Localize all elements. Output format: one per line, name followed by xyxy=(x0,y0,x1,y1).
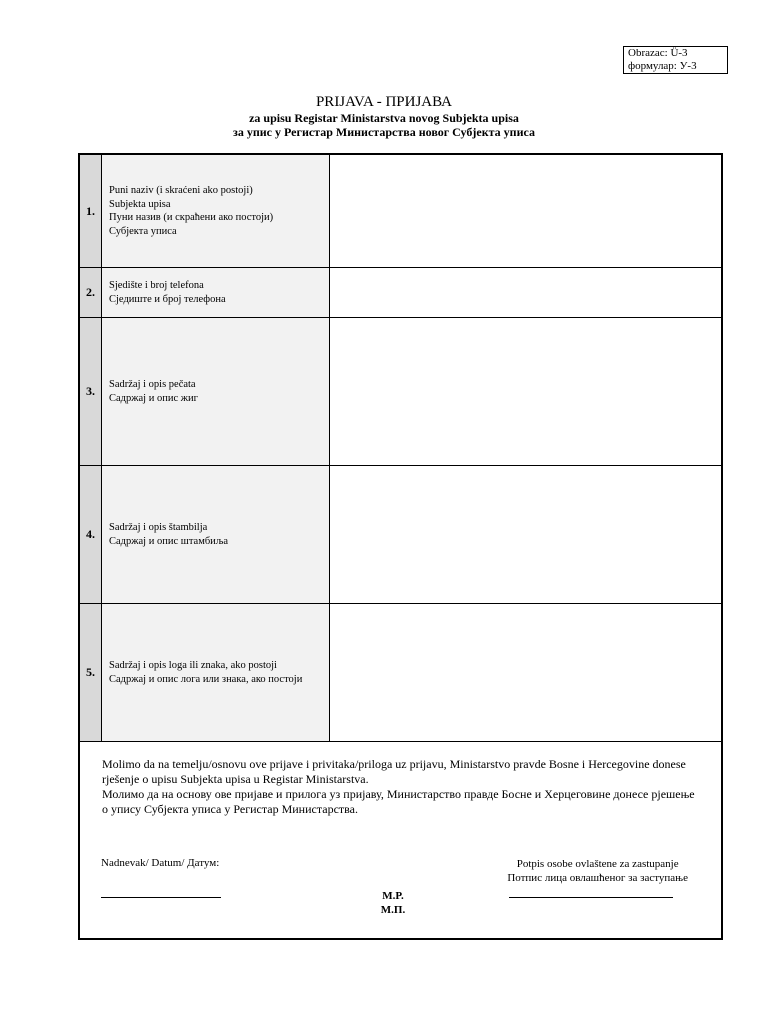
subtitle-latin: za upisu Registar Ministarstva novog Subjekta upisa xyxy=(249,111,519,125)
form-row-seal xyxy=(80,318,721,466)
label-line: Subjekta upisa xyxy=(109,198,171,210)
title-block xyxy=(0,94,768,139)
row-number: 1. xyxy=(80,155,102,267)
label-line: Sadržaj i opis štambilja xyxy=(109,522,208,533)
signer-label-cyrillic: Потпис лица овлашћеног за заступање xyxy=(507,872,688,884)
request-text-latin: Molimo da na temelju/osnovu ove prijave i privitaka/priloga uz prijavu, Ministarstvo pravde Bosne i Hercegovine donese rješenje o upisu Subjekta upisa u Registar Ministarstva. xyxy=(102,757,686,786)
row-label xyxy=(102,268,330,317)
subtitle-cyrillic: за упис у Регистар Министарства новог Субјекта уписа xyxy=(233,125,535,139)
row-number: 5. xyxy=(80,604,102,741)
signer-label-latin: Potpis osobe ovlaštene za zastupanje xyxy=(516,858,679,870)
label-line: Сједиште и број телефона xyxy=(109,293,226,305)
row-label xyxy=(102,604,330,741)
request-text xyxy=(102,757,702,817)
row-label xyxy=(102,466,330,603)
label-line: Садржај и опис штамбиља xyxy=(109,535,229,547)
label-line: Sjedište i broj telefona xyxy=(109,280,204,291)
form-row-stamp xyxy=(80,466,721,604)
row-label xyxy=(102,155,330,267)
label-line: Puni naziv (i skraćeni ako postoji) xyxy=(109,185,253,196)
form-code-box xyxy=(623,46,728,74)
label-line: Пуни назив (и скраћени ако постоји) xyxy=(109,212,274,223)
row-number: 3. xyxy=(80,318,102,465)
form-row-full-name xyxy=(80,155,721,268)
row-label xyxy=(102,318,330,465)
request-text-cyrillic: Молимо да на основу ове пријаве и прилога уз пријаву, Министарство правде Босне и Херцеговине донесе рјешење о упису Субјекта уписа у Регистар Министарства. xyxy=(102,787,695,816)
row-number: 2. xyxy=(80,268,102,317)
date-label: Nadnevak/ Datum/ Датум: xyxy=(101,857,220,869)
signature-line[interactable] xyxy=(509,897,673,898)
signer-label xyxy=(507,857,688,885)
page-title: PRIJAVA - ПРИЈАВА xyxy=(315,94,453,110)
registration-form-table xyxy=(78,153,723,940)
form-row-address-phone xyxy=(80,268,721,318)
full-name-field[interactable] xyxy=(330,155,721,267)
label-line: Sadržaj i opis pečata xyxy=(109,379,196,390)
stamp-place xyxy=(370,889,416,917)
date-line[interactable] xyxy=(101,897,221,898)
row-number: 4. xyxy=(80,466,102,603)
form-code-cyrillic: формулар: У-3 xyxy=(628,60,697,72)
request-footer xyxy=(80,742,721,938)
logo-description-field[interactable] xyxy=(330,604,721,741)
address-phone-field[interactable] xyxy=(330,268,721,317)
label-line: Субјекта уписа xyxy=(109,225,177,237)
form-row-logo xyxy=(80,604,721,742)
stamp-label-cyrillic: М.П. xyxy=(380,904,406,916)
seal-description-field[interactable] xyxy=(330,318,721,465)
stamp-description-field[interactable] xyxy=(330,466,721,603)
stamp-label-latin: M.P. xyxy=(382,890,404,902)
form-code-latin: Obrazac: Ü-3 xyxy=(628,47,688,59)
label-line: Садржај и опис лога или знака, ако постоји xyxy=(109,673,303,685)
label-line: Садржај и опис жиг xyxy=(109,392,198,404)
label-line: Sadržaj i opis loga ili znaka, ako postoji xyxy=(109,660,277,671)
